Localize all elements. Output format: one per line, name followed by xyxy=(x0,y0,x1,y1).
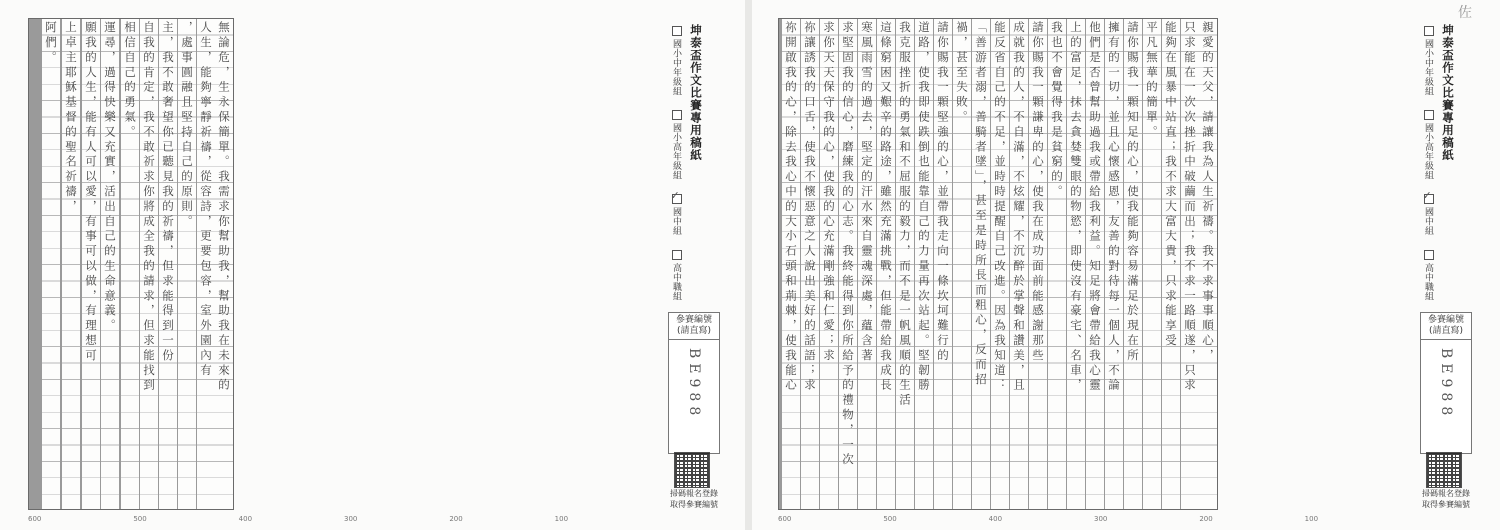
handwritten-line: 他們是否曾幫助過我或帶給我利益。知足將會帶給我心靈 xyxy=(1088,21,1102,394)
manuscript-column xyxy=(36,19,37,509)
handwritten-line: ，處事圓融且堅持自己的原則。 xyxy=(180,21,194,230)
manuscript-column xyxy=(81,19,100,509)
manuscript-column xyxy=(61,19,80,509)
option-elem-mid[interactable]: 國小中年級組 xyxy=(670,26,683,96)
manuscript-column xyxy=(1104,19,1123,509)
ruler-tick-label: 400 xyxy=(238,515,253,523)
handwritten-line: 人生，能夠寧靜祈禱，從容詩，更要包容，室外園內有 xyxy=(199,21,213,379)
handwritten-line: 求你天天保守我的心，使我的心充滿剛強和仁愛；求 xyxy=(822,21,836,364)
left-manuscript-grid xyxy=(28,18,234,510)
handwritten-line: 請你賜我一顆知足的心，使我能夠容易滿足於現在所 xyxy=(1126,21,1140,364)
handwritten-line: 請你賜我一顆堅強的心，並帶我走向一條坎坷難行的 xyxy=(936,21,950,364)
handwritten-line: 親愛的天父，請讓我為人生祈禱。我不求事事順心， xyxy=(1201,21,1215,364)
option-senior[interactable]: 高中職組 xyxy=(670,250,683,301)
manuscript-column xyxy=(1123,19,1142,509)
option-senior[interactable]: 高中職組 xyxy=(1422,250,1435,301)
manuscript-column xyxy=(838,19,857,509)
form-title: 坤泰盃作文比賽專用稿紙 xyxy=(1441,24,1455,162)
manuscript-column xyxy=(177,19,196,509)
qr-code-icon xyxy=(1426,452,1462,488)
manuscript-column xyxy=(952,19,971,509)
handwritten-line: 上的富足，抹去貪婪雙眼的物慾，即使沒有豪宅、名車， xyxy=(1069,21,1083,394)
handwritten-line: 成就我的人，不自滿，不炫耀，不沉醉於掌聲和讚美，且 xyxy=(1012,21,1026,394)
manuscript-column xyxy=(33,19,34,509)
checkbox[interactable] xyxy=(1424,110,1434,120)
ruler-tick-label: 500 xyxy=(133,515,147,523)
option-elem-high[interactable]: 國小高年級組 xyxy=(1422,110,1435,180)
manuscript-column xyxy=(971,19,990,509)
handwritten-line: 相信自己的勇氣。 xyxy=(123,21,137,141)
handwritten-line: 上卓主耶穌基督的聖名祈禱， xyxy=(64,21,78,215)
entry-sub: (請直寫) xyxy=(1428,326,1464,336)
manuscript-column xyxy=(29,19,30,509)
ruler-tick-label: 500 xyxy=(883,515,897,523)
handwritten-line: 請你賜我一顆謙卑的心，使我在成功面前能感謝那些 xyxy=(1031,21,1045,364)
handwritten-line: 阿們。 xyxy=(44,21,58,66)
manuscript-column xyxy=(32,19,33,509)
ruler-tick-label: 200 xyxy=(449,515,463,523)
corner-handwritten-mark: 佐 xyxy=(1458,5,1472,21)
ruler-tick-label: 100 xyxy=(554,515,569,523)
qr-caption: 掃碼報名登錄 取得參賽編號 xyxy=(670,489,718,509)
manuscript-column xyxy=(34,19,35,509)
ruler-tick-label: 300 xyxy=(1094,515,1108,523)
entry-sub: (請直寫) xyxy=(676,326,712,336)
manuscript-column xyxy=(120,19,139,509)
checkbox-checked[interactable] xyxy=(1424,194,1434,204)
manuscript-column xyxy=(158,19,177,509)
ruler-tick-label: 400 xyxy=(988,515,1003,523)
manuscript-column xyxy=(1180,19,1199,509)
entry-number-box xyxy=(668,312,720,454)
manuscript-column xyxy=(38,19,39,509)
option-elem-high[interactable]: 國小高年級組 xyxy=(670,110,683,180)
manuscript-column xyxy=(37,19,38,509)
manuscript-column xyxy=(819,19,838,509)
manuscript-column xyxy=(1009,19,1028,509)
checkbox[interactable] xyxy=(672,110,682,120)
qr-caption: 掃碼報名登錄 取得參賽編號 xyxy=(1422,489,1470,509)
manuscript-column xyxy=(857,19,876,509)
handwritten-line: 能反省自己的不足，並時時提醒自己改進。因為我知道： xyxy=(993,21,1007,394)
ruler-tick-label: 200 xyxy=(1199,515,1213,523)
manuscript-column xyxy=(1028,19,1047,509)
right-manuscript-grid xyxy=(778,18,1218,510)
handwritten-line: 寒風雨雪的過去，堅定的汗水來自靈魂深處，蘊含著 xyxy=(860,21,874,364)
manuscript-column xyxy=(31,19,32,509)
checkbox-checked[interactable] xyxy=(672,194,682,204)
manuscript-column xyxy=(100,19,119,509)
ruler-tick-label: 300 xyxy=(344,515,358,523)
manuscript-column xyxy=(781,19,800,509)
handwritten-line: 擁有的一切，並且心懷感恩，友善的對待每一個人，不論 xyxy=(1107,21,1121,394)
checkbox[interactable] xyxy=(1424,26,1434,36)
handwritten-line: 能夠在風暴中站直；我不求大富大貴，只求能享受 xyxy=(1164,21,1178,349)
right-form-sidebar xyxy=(1420,18,1472,510)
manuscript-column xyxy=(60,19,61,509)
option-junior[interactable]: ✓ 國中組 xyxy=(1422,194,1435,236)
manuscript-column xyxy=(780,19,781,509)
checkbox[interactable] xyxy=(672,26,682,36)
manuscript-column xyxy=(895,19,914,509)
handwritten-line: 我克服挫折的勇氣和不屈服的毅力，而不是一帆風順的生活 xyxy=(898,21,912,409)
manuscript-column xyxy=(30,19,31,509)
manuscript-column xyxy=(1199,19,1217,509)
handwritten-line: 只求能在一次次挫折中破繭而出；我不求一路順遂，只求 xyxy=(1183,21,1197,394)
handwritten-line: 求堅固我的信心，磨練我的心志。我終能得到你所給予的禮物，一次 xyxy=(841,21,855,468)
manuscript-column xyxy=(1066,19,1085,509)
manuscript-column xyxy=(1085,19,1104,509)
ruler-tick-label: 600 xyxy=(28,515,42,523)
manuscript-column xyxy=(933,19,952,509)
handwritten-line: 我也不會覺得我是貧窮的。 xyxy=(1050,21,1064,200)
page-gutter xyxy=(745,0,752,530)
handwritten-line: 運尋，過得快樂又充實，活出自己的生命意義。 xyxy=(103,21,117,334)
form-title: 坤泰盃作文比賽專用稿紙 xyxy=(689,24,703,162)
handwritten-line: 祢開啟我的心，除去我心中的大小石頭和荊棘，使我能心 xyxy=(784,21,798,394)
manuscript-column xyxy=(41,19,60,509)
option-elem-mid[interactable]: 國小中年級組 xyxy=(1422,26,1435,96)
left-char-ruler xyxy=(28,513,660,527)
manuscript-column xyxy=(39,19,40,509)
handwritten-line: 無論危，生永保簡單。我需求你幫助我，幫助我在未來的 xyxy=(217,21,231,394)
checkbox[interactable] xyxy=(1424,250,1434,260)
manuscript-column xyxy=(119,19,120,509)
manuscript-column xyxy=(779,19,780,509)
ruler-tick-label: 600 xyxy=(778,515,792,523)
handwritten-line: 「善游者溺，善騎者墜」，甚至是時所長而粗心，反而招 xyxy=(974,21,988,388)
option-junior[interactable]: ✓ 國中組 xyxy=(670,194,683,236)
handwritten-line: 道路，使我即使跌倒也能靠自己的力量再次站起。堅韌勝 xyxy=(917,21,931,394)
manuscript-column xyxy=(215,19,233,509)
left-form-sidebar xyxy=(668,18,720,510)
manuscript-column xyxy=(800,19,819,509)
entry-label: 參賽編號 xyxy=(675,315,712,325)
manuscript-column xyxy=(1142,19,1161,509)
checkbox[interactable] xyxy=(672,250,682,260)
manuscript-column xyxy=(1047,19,1066,509)
handwritten-line: 平凡無華的簡單。 xyxy=(1145,21,1159,141)
handwritten-line: 這條窮困又艱辛的路途，雖然充滿挑戰，但能帶給我成長 xyxy=(879,21,893,394)
ruler-tick-label: 100 xyxy=(1304,515,1319,523)
manuscript-column xyxy=(80,19,81,509)
manuscript-column xyxy=(1161,19,1180,509)
entry-number: BE988 xyxy=(1438,348,1454,421)
handwritten-line: 主，我不敢奢望你已聽見我的祈禱，但求能得到一份 xyxy=(161,21,175,364)
entry-number-box xyxy=(1420,312,1472,454)
manuscript-column xyxy=(196,19,215,509)
group-options xyxy=(670,26,683,301)
handwritten-line: 禍，甚至失敗。 xyxy=(955,21,969,126)
manuscript-column xyxy=(990,19,1009,509)
handwritten-line: 祢讓誘我的口舌，使我不懷惡意之人說出美好的話語；求 xyxy=(803,21,817,394)
entry-number: BE988 xyxy=(686,348,702,421)
manuscript-column xyxy=(40,19,41,509)
handwritten-line: 願我的人生，能有人可以愛，有事可以做，有理想可 xyxy=(84,21,98,364)
manuscript-column xyxy=(876,19,895,509)
right-char-ruler xyxy=(778,513,1410,527)
manuscript-column xyxy=(914,19,933,509)
manuscript-column xyxy=(139,19,158,509)
handwritten-line: 自我的肯定，我不敢祈求你將成全我的請求，但求能找到 xyxy=(142,21,156,394)
group-options xyxy=(1422,26,1435,301)
qr-code-icon xyxy=(674,452,710,488)
manuscript-column xyxy=(35,19,36,509)
entry-label: 參賽編號 xyxy=(1427,315,1464,325)
